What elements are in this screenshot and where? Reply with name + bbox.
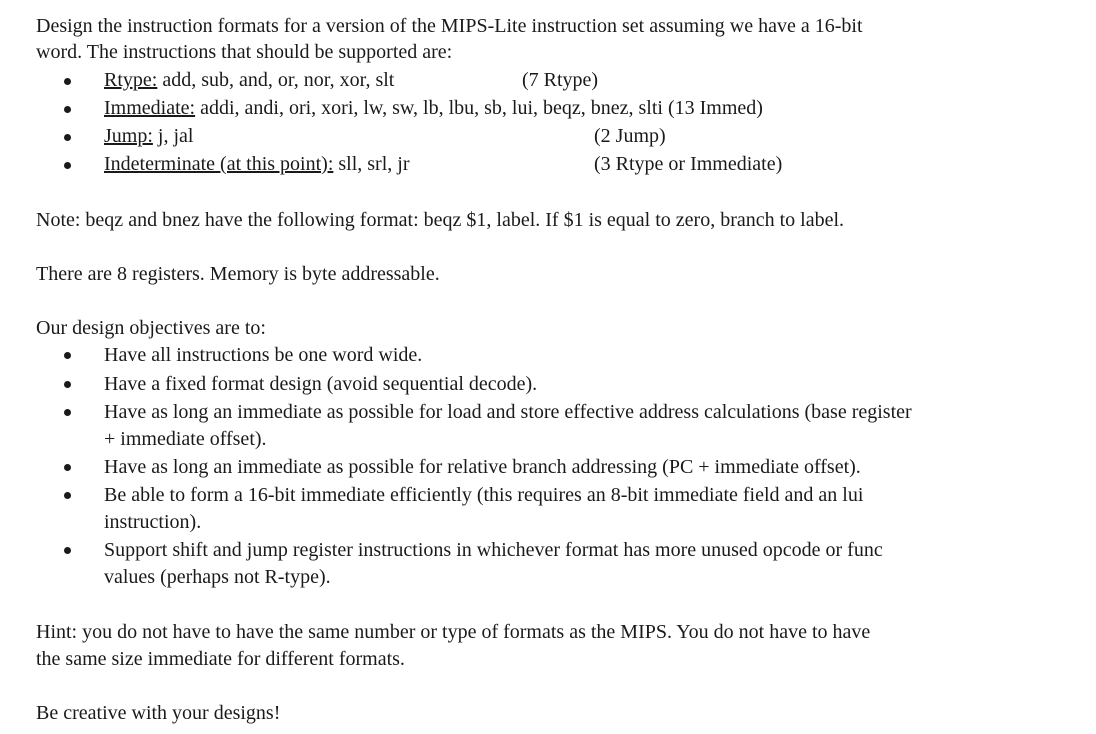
bullet-icon bbox=[64, 106, 71, 113]
objective-item: Have a fixed format design (avoid sequential decode). bbox=[104, 373, 538, 395]
objective-item-continued: + immediate offset). bbox=[104, 428, 267, 450]
immediate-item bbox=[104, 96, 763, 120]
jump-items: j, jal bbox=[152, 125, 194, 147]
rtype-count: (7 Rtype) bbox=[522, 69, 599, 91]
immediate-label: Immediate: bbox=[104, 97, 196, 119]
objective-item: Have as long an immediate as possible for load and store effective address calculations (base register bbox=[104, 401, 912, 423]
closing-text: Be creative with your designs! bbox=[36, 702, 281, 724]
objective-item: Support shift and jump register instructions in whichever format has more unused opcode or func bbox=[104, 539, 883, 561]
bullet-icon bbox=[64, 409, 71, 416]
jump-item bbox=[104, 124, 193, 148]
bullet-icon bbox=[64, 134, 71, 141]
intro-line-1: Design the instruction formats for a version of the MIPS-Lite instruction set assuming we have a 16-bit bbox=[36, 15, 863, 37]
indeterminate-item bbox=[104, 152, 410, 176]
indeterminate-items: sll, srl, jr bbox=[333, 153, 410, 175]
bullet-icon bbox=[64, 78, 71, 85]
note-text: Note: beqz and bnez have the following format: beqz $1, label. If $1 is equal to zero, branch to label. bbox=[36, 209, 845, 231]
bullet-icon bbox=[64, 381, 71, 388]
objective-item: Have all instructions be one word wide. bbox=[104, 344, 423, 366]
indeterminate-count: (3 Rtype or Immediate) bbox=[594, 153, 783, 175]
objective-item: Be able to form a 16-bit immediate efficiently (this requires an 8-bit immediate field and an lui bbox=[104, 484, 864, 506]
bullet-icon bbox=[64, 464, 71, 471]
hint-line-1: Hint: you do not have to have the same number or type of formats as the MIPS. You do not have to have bbox=[36, 621, 871, 643]
bullet-icon bbox=[64, 547, 71, 554]
objective-item-continued: instruction). bbox=[104, 511, 202, 533]
rtype-label: Rtype: bbox=[104, 69, 158, 91]
immediate-items: addi, andi, ori, xori, lw, sw, lb, lbu, sb, lui, beqz, bnez, slti (13 Immed) bbox=[195, 97, 763, 119]
objective-item: Have as long an immediate as possible for relative branch addressing (PC + immediate offset). bbox=[104, 456, 861, 478]
jump-label: Jump: bbox=[104, 125, 153, 147]
rtype-item bbox=[104, 68, 394, 92]
rtype-items: add, sub, and, or, nor, xor, slt bbox=[157, 69, 395, 91]
registers-text: There are 8 registers. Memory is byte addressable. bbox=[36, 263, 440, 285]
bullet-icon bbox=[64, 492, 71, 499]
hint-line-2: the same size immediate for different formats. bbox=[36, 648, 405, 670]
jump-count: (2 Jump) bbox=[594, 125, 666, 147]
indeterminate-label: Indeterminate (at this point): bbox=[104, 153, 334, 175]
objective-item-continued: values (perhaps not R-type). bbox=[104, 566, 331, 588]
bullet-icon bbox=[64, 352, 71, 359]
intro-line-2: word. The instructions that should be supported are: bbox=[36, 41, 453, 63]
objectives-heading: Our design objectives are to: bbox=[36, 317, 266, 339]
bullet-icon bbox=[64, 162, 71, 169]
